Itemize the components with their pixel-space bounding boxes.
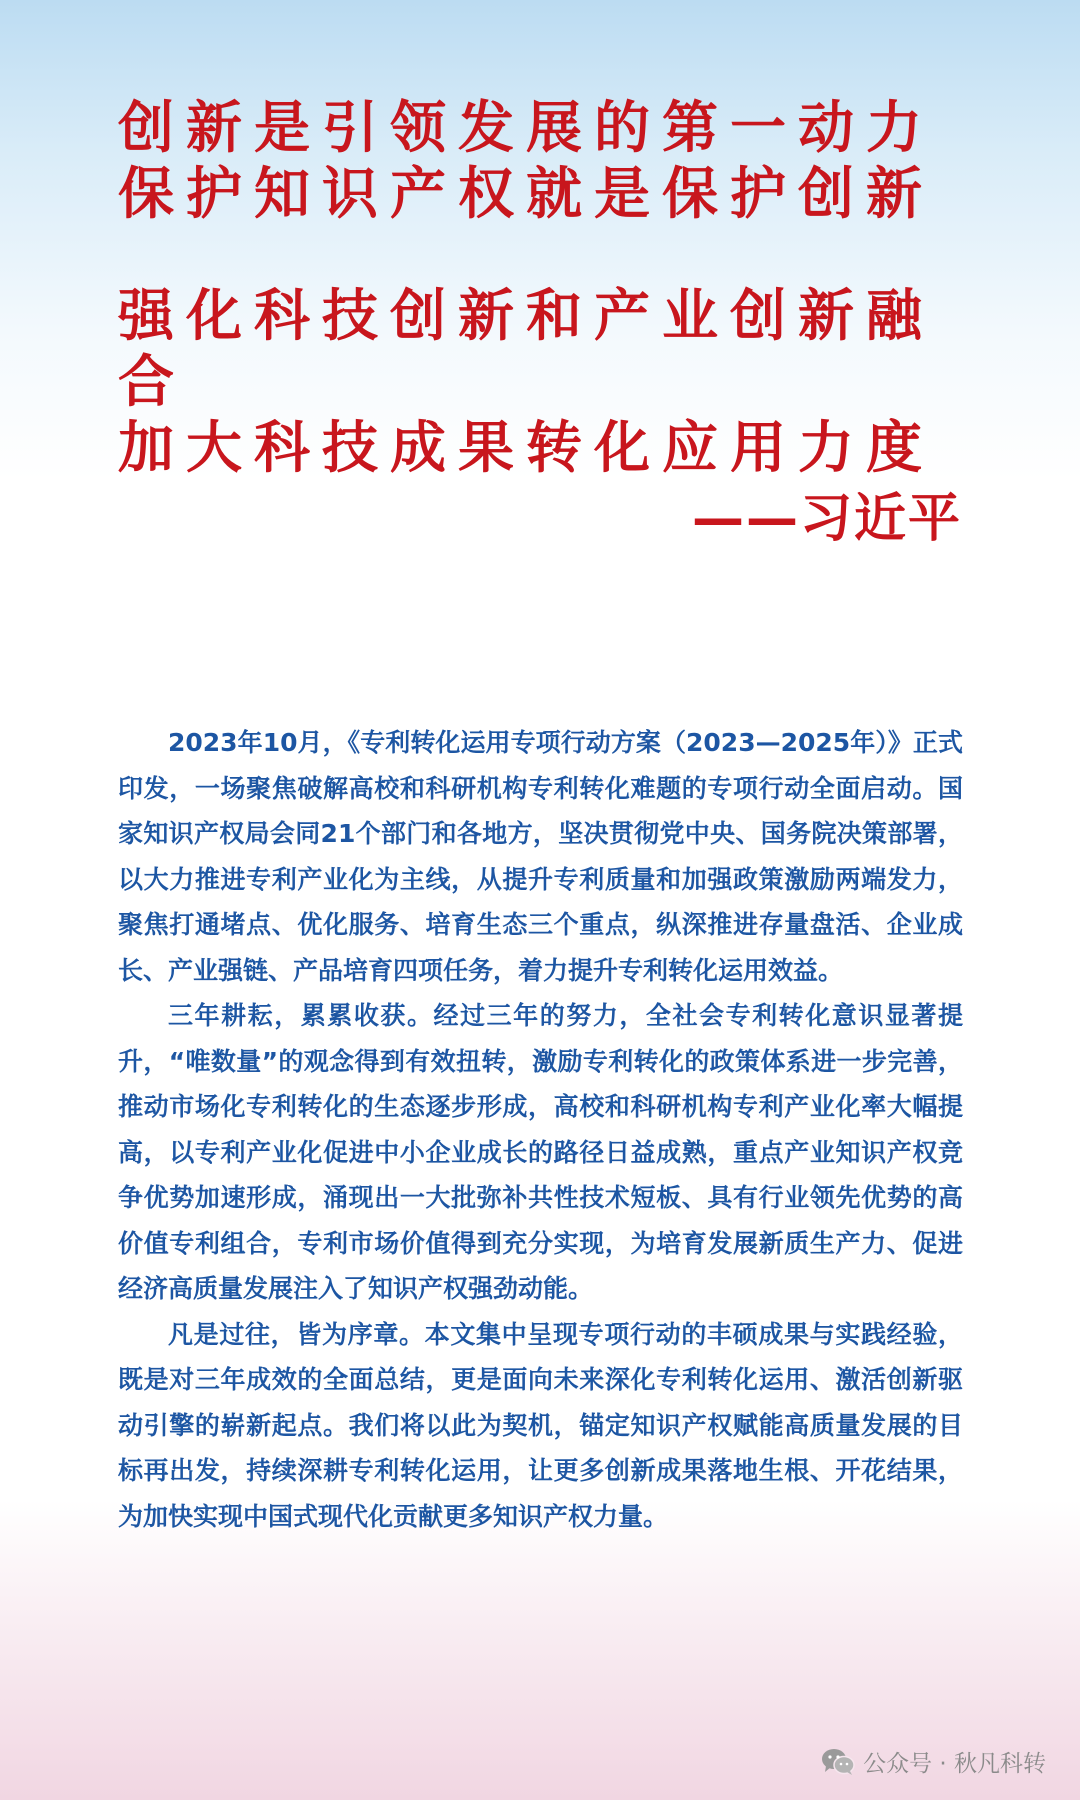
quote-line: 加大科技成果转化应用力度 xyxy=(118,416,934,481)
quote-line: 创新是引领发展的第一动力 xyxy=(118,96,934,161)
quote-line: 强化科技创新和产业创新融合 xyxy=(118,284,934,415)
footer-account-label: 公众号 · 秋凡科转 xyxy=(863,1751,1046,1777)
quote-attribution: ——习近平 xyxy=(691,489,962,549)
quote-block-2 xyxy=(118,284,963,482)
paragraph: 2023年10月，《专利转化运用专项行动方案（2023—2025年）》正式印发，一场聚焦破解高校和科研机构专利转化难题的专项行动全面启动。国家知识产权局会同21个部门和各地方，坚决贯彻党中央、国务院决策部署，以大力推进专利产业化为主线，从提升专利质量和加强政策激励两端发力，聚焦打通堵点、优化服务、培育生态三个重点，纵深推进存量盘活、企业成长、产业强链、产品培育四项任务，着力提升专利转化运用效益。 xyxy=(118,728,963,985)
quote-block-1 xyxy=(118,96,963,228)
wechat-icon xyxy=(821,1748,855,1776)
footer-watermark xyxy=(821,1745,1046,1778)
quote-line: 保护知识产权就是保护创新 xyxy=(118,162,934,227)
paragraph: 三年耕耘，累累收获。经过三年的努力，全社会专利转化意识显著提升，“唯数量”的观念得到有效扭转，激励专利转化的政策体系进一步完善，推动市场化专利转化的生态逐步形成，高校和科研机构专利产业化率大幅提高，以专利产业化促进中小企业成长的路径日益成熟，重点产业知识产权竞争优势加速形成，涌现出一大批弥补共性技术短板、具有行业领先优势的高价值专利组合，专利市场价值得到充分实现，为培育发展新质生产力、促进经济高质量发展注入了知识产权强劲动能。 xyxy=(118,1001,963,1303)
article-body xyxy=(118,720,963,1539)
paragraph: 凡是过往，皆为序章。本文集中呈现专项行动的丰硕成果与实践经验，既是对三年成效的全面总结，更是面向未来深化专利转化运用、激活创新驱动引擎的崭新起点。我们将以此为契机，锚定知识产权赋能高质量发展的目标再出发，持续深耕专利转化运用，让更多创新成果落地生根、开花结果，为加快实现中国式现代化贡献更多知识产权力量。 xyxy=(118,1319,963,1531)
